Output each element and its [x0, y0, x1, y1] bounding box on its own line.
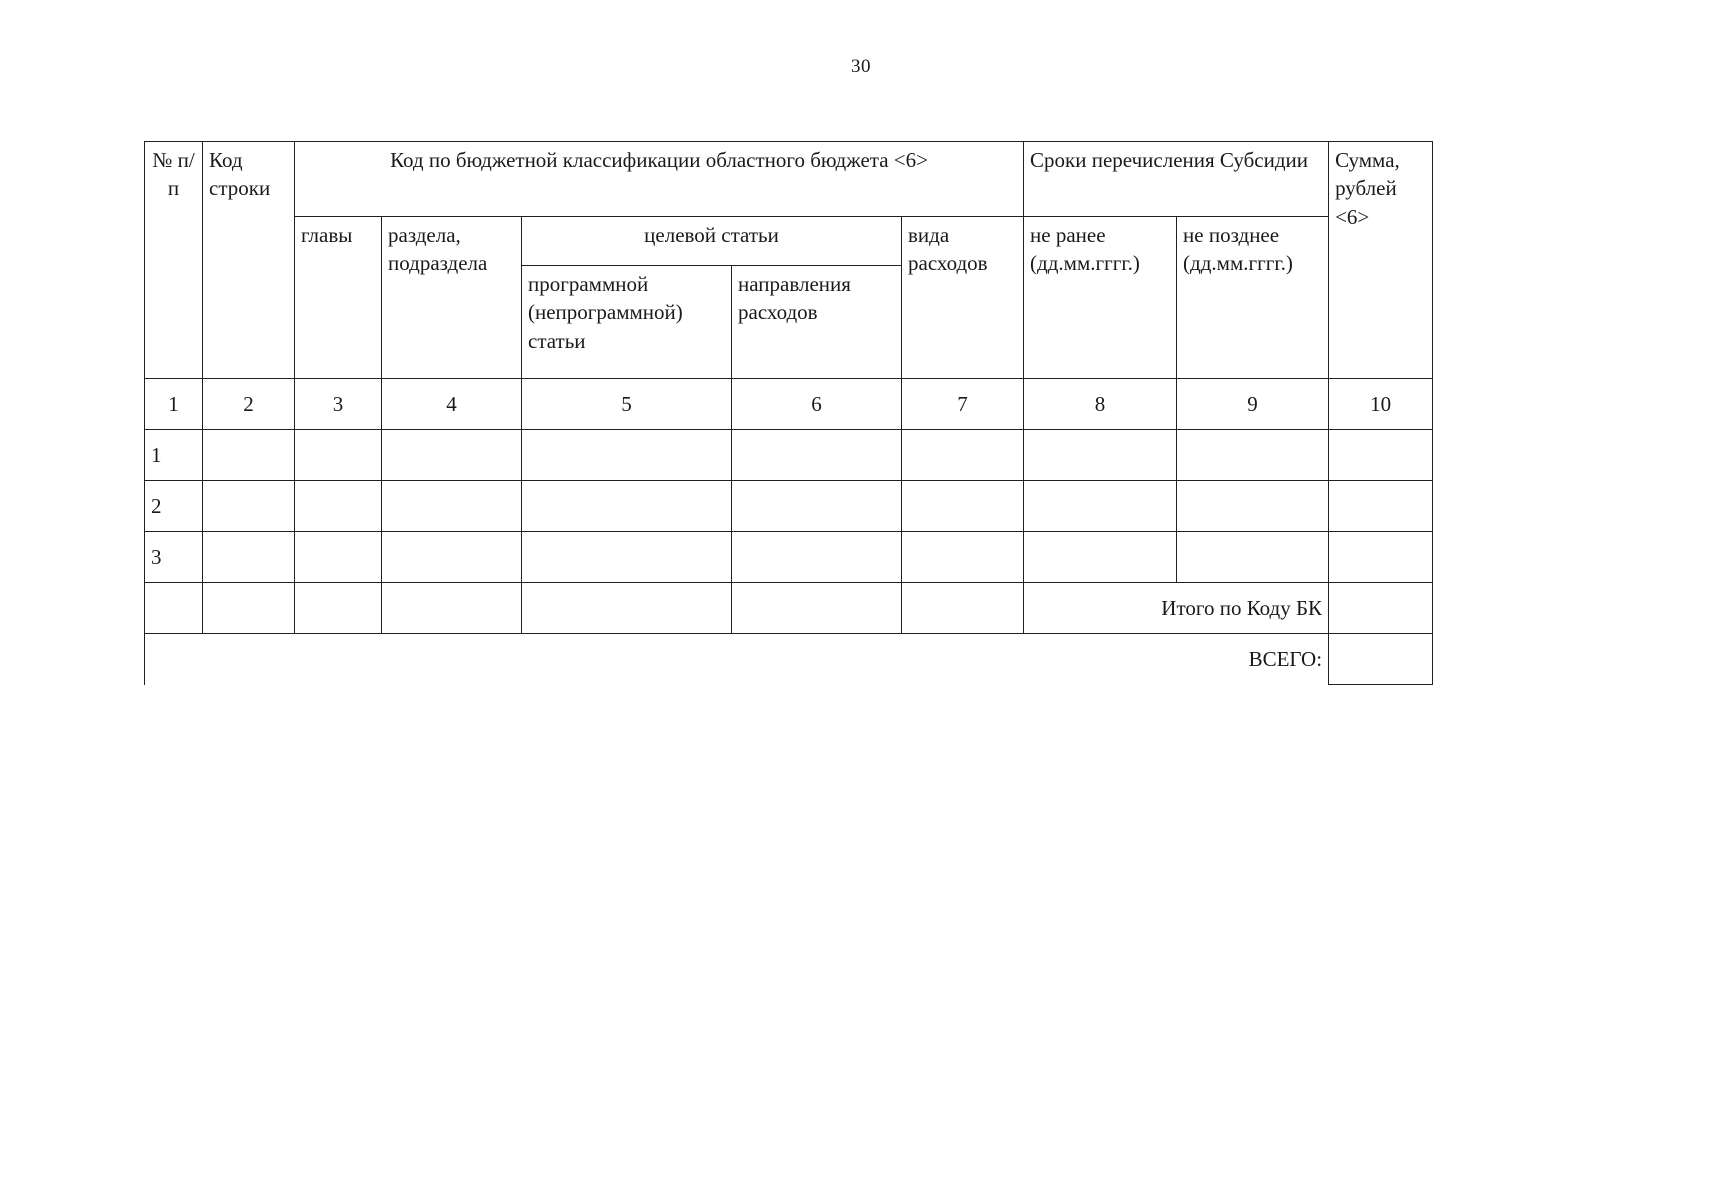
- total-by-code-label: Итого по Коду БК: [1024, 583, 1329, 634]
- column-number: 2: [203, 379, 295, 430]
- header-not-earlier: не ранее (дд.мм.гггг.): [1024, 217, 1177, 379]
- cell-expense-type: [902, 532, 1024, 583]
- cell-expense-direction: [732, 532, 902, 583]
- cell-amount: [1329, 532, 1433, 583]
- column-number: 6: [732, 379, 902, 430]
- page-number: 30: [851, 56, 871, 77]
- table-row: [145, 430, 1433, 481]
- cell-empty: [203, 583, 295, 634]
- cell-expense-type: [902, 430, 1024, 481]
- column-number: 9: [1177, 379, 1329, 430]
- column-number: 7: [902, 379, 1024, 430]
- column-number: 3: [295, 379, 382, 430]
- header-row-1: [145, 142, 1433, 217]
- cell-empty: [522, 583, 732, 634]
- subsidy-transfer-table: [144, 141, 1433, 685]
- row-number: 3: [145, 532, 203, 583]
- cell-empty: [902, 583, 1024, 634]
- total-by-code-row: [145, 583, 1433, 634]
- cell-not-earlier: [1024, 430, 1177, 481]
- header-chapter: главы: [295, 217, 382, 379]
- header-expense-type: вида расходов: [902, 217, 1024, 379]
- table-row: [145, 481, 1433, 532]
- header-row-code: Код строки: [203, 142, 295, 379]
- column-number: 8: [1024, 379, 1177, 430]
- cell-empty: [382, 583, 522, 634]
- column-number: 1: [145, 379, 203, 430]
- grand-total-label: ВСЕГО:: [145, 634, 1329, 685]
- grand-total-row: [145, 634, 1433, 685]
- header-target-item: целевой статьи: [522, 217, 902, 266]
- header-transfer-terms: Сроки перечисления Субсидии: [1024, 142, 1329, 217]
- row-number: 1: [145, 430, 203, 481]
- cell-section: [382, 481, 522, 532]
- cell-chapter: [295, 430, 382, 481]
- cell-row-code: [203, 430, 295, 481]
- header-num: № п/п: [145, 142, 203, 379]
- cell-program-item: [522, 481, 732, 532]
- cell-row-code: [203, 532, 295, 583]
- cell-chapter: [295, 481, 382, 532]
- cell-expense-direction: [732, 430, 902, 481]
- cell-program-item: [522, 532, 732, 583]
- column-number-row: [145, 379, 1433, 430]
- row-number: 2: [145, 481, 203, 532]
- header-amount: Сумма, рублей <6>: [1329, 142, 1433, 379]
- cell-chapter: [295, 532, 382, 583]
- cell-not-later: [1177, 481, 1329, 532]
- cell-empty: [732, 583, 902, 634]
- table-row: [145, 532, 1433, 583]
- cell-expense-type: [902, 481, 1024, 532]
- header-not-later: не позднее (дд.мм.гггг.): [1177, 217, 1329, 379]
- column-number: 5: [522, 379, 732, 430]
- header-row-2: [145, 217, 1433, 266]
- header-budget-classification: Код по бюджетной классификации областного бюджета <6>: [295, 142, 1024, 217]
- total-by-code-amount: [1329, 583, 1433, 634]
- cell-program-item: [522, 430, 732, 481]
- cell-not-earlier: [1024, 532, 1177, 583]
- cell-not-earlier: [1024, 481, 1177, 532]
- cell-section: [382, 532, 522, 583]
- grand-total-amount: [1329, 634, 1433, 685]
- column-number: 10: [1329, 379, 1433, 430]
- cell-amount: [1329, 430, 1433, 481]
- header-expense-direction: направления расходов: [732, 266, 902, 379]
- cell-amount: [1329, 481, 1433, 532]
- cell-expense-direction: [732, 481, 902, 532]
- cell-not-later: [1177, 532, 1329, 583]
- cell-section: [382, 430, 522, 481]
- cell-row-code: [203, 481, 295, 532]
- cell-empty: [295, 583, 382, 634]
- column-number: 4: [382, 379, 522, 430]
- header-program-item: программной (непрограммной) статьи: [522, 266, 732, 379]
- header-section: раздела, подраздела: [382, 217, 522, 379]
- cell-empty: [145, 583, 203, 634]
- cell-not-later: [1177, 430, 1329, 481]
